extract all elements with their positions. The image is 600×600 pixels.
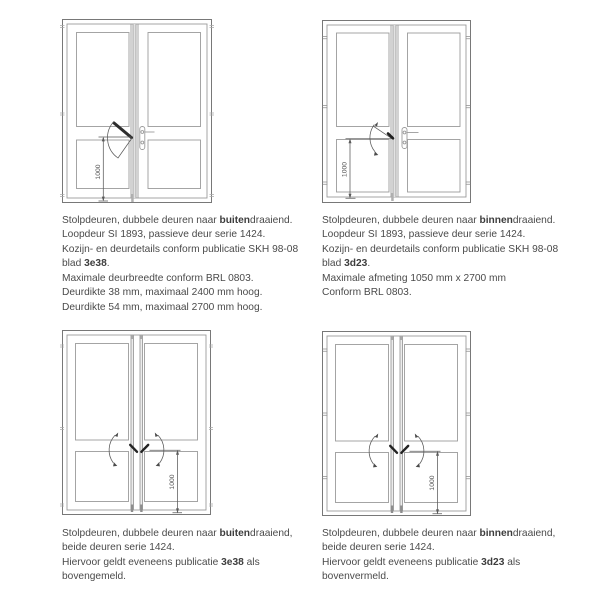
door-seam	[400, 336, 402, 511]
door-seam	[393, 25, 395, 197]
caption-bold: 3d23	[344, 258, 368, 270]
caption-bold: binnen	[479, 527, 513, 539]
caption-bold: binnen	[479, 214, 513, 226]
caption-text: Deurdikte 54 mm, maximaal 2700 mm hoog.	[62, 302, 263, 314]
caption-text: bovenvermeld.	[322, 571, 389, 583]
door-seam	[140, 335, 142, 510]
caption-line	[62, 541, 293, 556]
door-panels	[336, 336, 458, 511]
door-diagram-inward-loopdeur	[322, 20, 471, 203]
caption-text: Stolpdeuren, dubbele deuren naar	[62, 527, 220, 539]
caption-line	[62, 243, 298, 258]
caption-line	[62, 527, 293, 542]
caption-line	[322, 257, 558, 272]
caption-line	[62, 556, 293, 571]
shoot-bolt-mark	[131, 194, 134, 202]
caption-bold: 3e38	[84, 258, 107, 270]
caption-text: Stolpdeuren, dubbele deuren naar	[322, 527, 480, 539]
caption-text: beide deuren serie 1424.	[322, 542, 435, 554]
caption-line	[322, 243, 558, 258]
caption-line	[322, 228, 558, 243]
dimension-label: 1000	[429, 475, 436, 491]
caption-outward-both	[62, 527, 293, 585]
caption-text: als	[504, 556, 521, 568]
hinge-marks	[60, 345, 213, 506]
caption-bold: 3e38	[221, 556, 244, 568]
dimension-line	[150, 450, 183, 513]
caption-text: Hiervoor geldt eveneens publicatie	[322, 556, 482, 568]
door-diagram-inward-both	[322, 331, 471, 516]
caption-text: als	[243, 556, 260, 568]
caption-text: blad	[322, 258, 345, 270]
caption-text: draaiend,	[512, 527, 556, 539]
caption-text: beide deuren serie 1424.	[62, 542, 175, 554]
door-seam	[391, 336, 393, 511]
caption-text: draaiend,	[250, 527, 293, 539]
caption-bold: buiten	[219, 214, 251, 226]
caption-text: draaiend.	[512, 214, 556, 226]
caption-text: Maximale afmeting 1050 mm x 2700 mm	[322, 272, 507, 284]
dimension-label: 1000	[95, 164, 103, 180]
caption-text: Conform BRL 0803.	[322, 287, 412, 299]
door-frame	[323, 332, 471, 516]
caption-text: Maximale deurbreedte conform BRL 0803.	[62, 272, 254, 284]
caption-line	[322, 272, 558, 287]
caption-text: draaiend.	[250, 214, 293, 226]
caption-line	[62, 301, 298, 316]
dimension-label: 1000	[341, 161, 349, 178]
caption-text: .	[106, 258, 110, 270]
hinge-marks	[323, 349, 470, 479]
caption-text: .	[367, 258, 371, 270]
door-frame	[63, 331, 211, 515]
caption-line	[62, 257, 298, 272]
caption-inward-loopdeur	[322, 214, 558, 302]
caption-line	[322, 541, 555, 556]
caption-inward-both	[322, 527, 555, 585]
caption-text: Deurdikte 38 mm, maximaal 2400 mm hoog.	[62, 287, 263, 299]
caption-line	[62, 228, 298, 243]
caption-text: Kozijn- en deurdetails conform publicatie SKH 98-08	[62, 243, 299, 255]
door-panels	[76, 335, 198, 510]
caption-text: Loopdeur SI 1893, passieve deur serie 1424.	[62, 229, 266, 241]
door-diagram-outward-both	[62, 330, 211, 515]
caption-line	[322, 556, 555, 571]
caption-line	[62, 214, 298, 229]
caption-text: blad	[62, 258, 85, 270]
caption-line	[322, 527, 555, 542]
shoot-bolt-mark	[391, 193, 394, 201]
door-seam	[131, 335, 133, 510]
caption-text: bovengemeld.	[62, 571, 127, 583]
caption-text: Loopdeur SI 1893, passieve deur serie 1424.	[322, 229, 526, 241]
dimension-label: 1000	[169, 474, 176, 490]
door-diagram-outward-loopdeur	[62, 19, 212, 203]
caption-line	[62, 570, 293, 585]
door-panels	[337, 25, 461, 197]
caption-line	[62, 272, 298, 287]
door-seam	[133, 24, 135, 198]
caption-line	[322, 214, 558, 229]
caption-line	[62, 286, 298, 301]
caption-outward-loopdeur	[62, 214, 298, 316]
door-handle	[140, 127, 155, 150]
caption-text: Stolpdeuren, dubbele deuren naar	[322, 214, 480, 226]
door-frame	[63, 20, 212, 203]
dimension-line	[342, 138, 392, 198]
caption-line	[322, 570, 555, 585]
caption-bold: buiten	[219, 527, 251, 539]
door-handle	[402, 128, 419, 149]
caption-line	[322, 286, 558, 301]
hinge-marks	[60, 26, 214, 197]
caption-text: Hiervoor geldt eveneens publicatie	[62, 556, 222, 568]
caption-text: Stolpdeuren, dubbele deuren naar	[62, 214, 220, 226]
caption-bold: 3d23	[481, 556, 505, 568]
dimension-line	[410, 451, 443, 514]
caption-text: Kozijn- en deurdetails conform publicatie SKH 98-08	[322, 243, 559, 255]
